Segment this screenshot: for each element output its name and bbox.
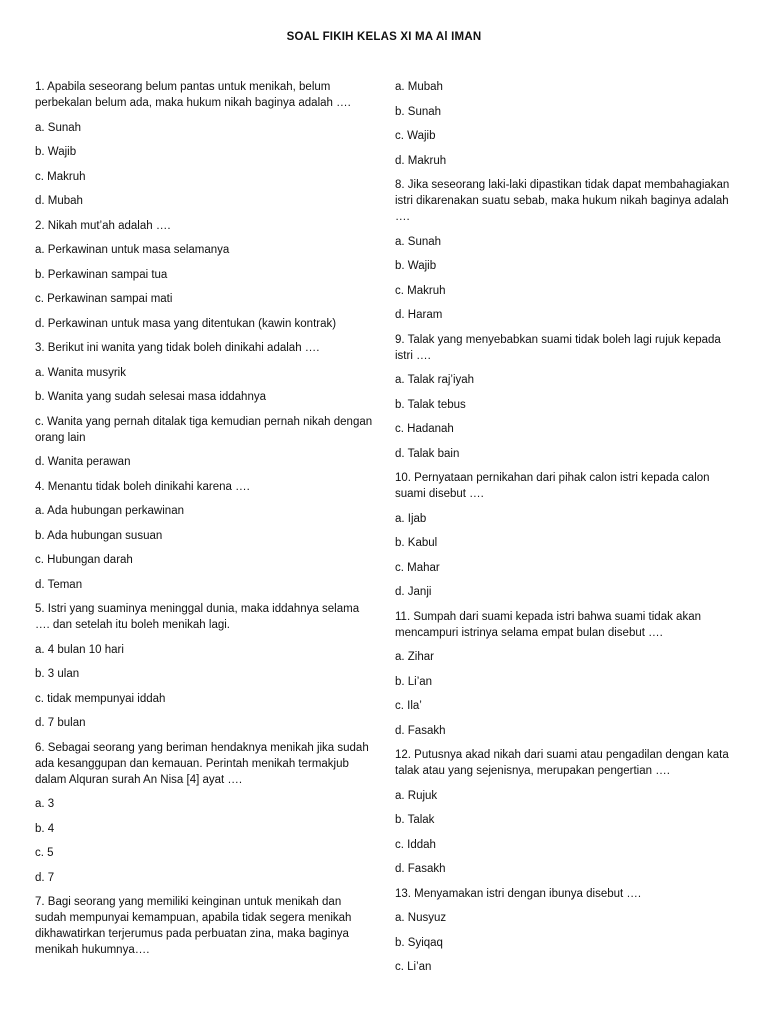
answer-option: d. Perkawinan untuk masa yang ditentukan (kawin kontrak)	[35, 317, 337, 330]
answer-option: a. Talak raj’iyah	[395, 374, 475, 386]
answer-option: d. Talak bain	[395, 447, 460, 460]
answer-option: a. Nusyuz	[395, 912, 447, 924]
answer-option: c. Hadanah	[395, 423, 454, 435]
answer-option: a. Ijab	[395, 512, 427, 525]
question-text: 3. Berikut ini wanita yang tidak boleh dinikahi adalah ….	[35, 342, 320, 354]
right-column	[395, 79, 735, 984]
answer-option: c. Ila’	[395, 700, 422, 712]
answer-option: d. Fasakh	[395, 863, 446, 875]
answer-option: d. Makruh	[395, 154, 447, 167]
question-text: 8. Jika seseorang laki-laki dipastikan tidak dapat membahagiakan istri dikarenakan suatu sebab, maka hukum nikah baginya adalah ….	[395, 179, 730, 223]
question-text: 11. Sumpah dari suami kepada istri bahwa suami tidak akan mencampuri istrinya selama empat bulan disebut ….	[395, 610, 701, 639]
answer-option: c. tidak mempunyai iddah	[35, 692, 166, 705]
answer-option: a. Wanita musyrik	[35, 366, 126, 379]
left-column	[35, 79, 375, 967]
answer-option: a. 3	[35, 798, 55, 810]
answer-option: c. Makruh	[395, 284, 446, 297]
answer-option: a. Rujuk	[395, 789, 438, 802]
answer-option: d. Janji	[395, 586, 432, 598]
question-text: 6. Sebagai seorang yang beriman hendaknya menikah jika sudah ada kesanggupan dan kemauan. Perintah menikah termakjub dalam Alquran surah An Nisa [4] ayat ….	[35, 741, 369, 786]
answer-option: b. 3 ulan	[35, 668, 80, 680]
answer-option: a. Sunah	[395, 235, 442, 248]
answer-option: b. Li’an	[395, 675, 433, 688]
question-text: 13. Menyamakan istri dengan ibunya disebut ….	[395, 887, 642, 900]
answer-option: b. Talak	[395, 814, 435, 826]
answer-option: b. Wajib	[395, 260, 437, 272]
answer-option: c. Iddah	[395, 838, 436, 851]
answer-option: b. Ada hubungan susuan	[35, 529, 163, 542]
answer-option: c. Li’an	[395, 961, 432, 973]
answer-option: d. 7	[35, 871, 55, 884]
answer-option: d. Teman	[35, 578, 83, 591]
question-text: 2. Nikah mut’ah adalah ….	[35, 219, 171, 232]
answer-option: b. Kabul	[395, 537, 438, 549]
question-text: 4. Menantu tidak boleh dinikahi karena ….	[35, 480, 250, 493]
answer-option: a. Zihar	[395, 651, 434, 663]
answer-option: d. Fasakh	[395, 724, 446, 737]
answer-option: b. Sunah	[395, 105, 442, 118]
question-text: 10. Pernyataan pernikahan dari pihak calon istri kepada calon suami disebut ….	[395, 472, 710, 500]
answer-option: b. Talak tebus	[395, 398, 466, 411]
answer-option: d. Mubah	[35, 195, 83, 207]
question-text: 7. Bagi seorang yang memiliki keinginan untuk menikah dan sudah mempunyai kemampuan, apabila tidak segera menikah dikhawatirkan terjerumus pada perbuatan zina, maka baginya menikah hukumnya….	[35, 896, 352, 956]
answer-option: d. Wanita perawan	[35, 456, 131, 468]
answer-option: d. 7 bulan	[35, 717, 86, 729]
answer-option: c. Hubungan darah	[35, 554, 133, 566]
answer-option: b. Perkawinan sampai tua	[35, 268, 168, 281]
answer-option: c. Mahar	[395, 561, 440, 574]
document-title: SOAL FIKIH KELAS XI MA Al IMAN	[286, 31, 482, 43]
question-text: 5. Istri yang suaminya meninggal dunia, maka iddahnya selama …. dan setelah itu boleh menikah lagi.	[35, 603, 360, 631]
answer-option: a. Ada hubungan perkawinan	[35, 505, 184, 517]
answer-option: a. Mubah	[395, 81, 443, 93]
answer-option: b. 4	[35, 822, 55, 835]
answer-option: a. Perkawinan untuk masa selamanya	[35, 244, 230, 256]
answer-option: b. Syiqaq	[395, 936, 443, 949]
answer-option: c. Makruh	[35, 170, 86, 183]
answer-option: b. Wanita yang sudah selesai masa iddahnya	[35, 391, 266, 403]
answer-option: c. Wajib	[395, 130, 436, 142]
answer-option: b. Wajib	[35, 146, 77, 158]
answer-option: c. Wanita yang pernah ditalak tiga kemudian pernah nikah dengan orang lain	[35, 415, 373, 444]
answer-option: c. Perkawinan sampai mati	[35, 293, 173, 305]
answer-option: c. 5	[35, 847, 54, 859]
question-text: 1. Apabila seseorang belum pantas untuk menikah, belum perbekalan belum ada, maka hukum nikah baginya adalah ….	[35, 81, 351, 109]
question-text: 12. Putusnya akad nikah dari suami atau pengadilan dengan kata talak atau yang sejenisnya, merupakan pengertian ….	[395, 749, 729, 777]
answer-option: a. Sunah	[35, 121, 82, 134]
question-text: 9. Talak yang menyebabkan suami tidak boleh lagi rujuk kepada istri ….	[395, 333, 721, 362]
answer-option: d. Haram	[395, 309, 443, 321]
answer-option: a. 4 bulan 10 hari	[35, 643, 124, 656]
